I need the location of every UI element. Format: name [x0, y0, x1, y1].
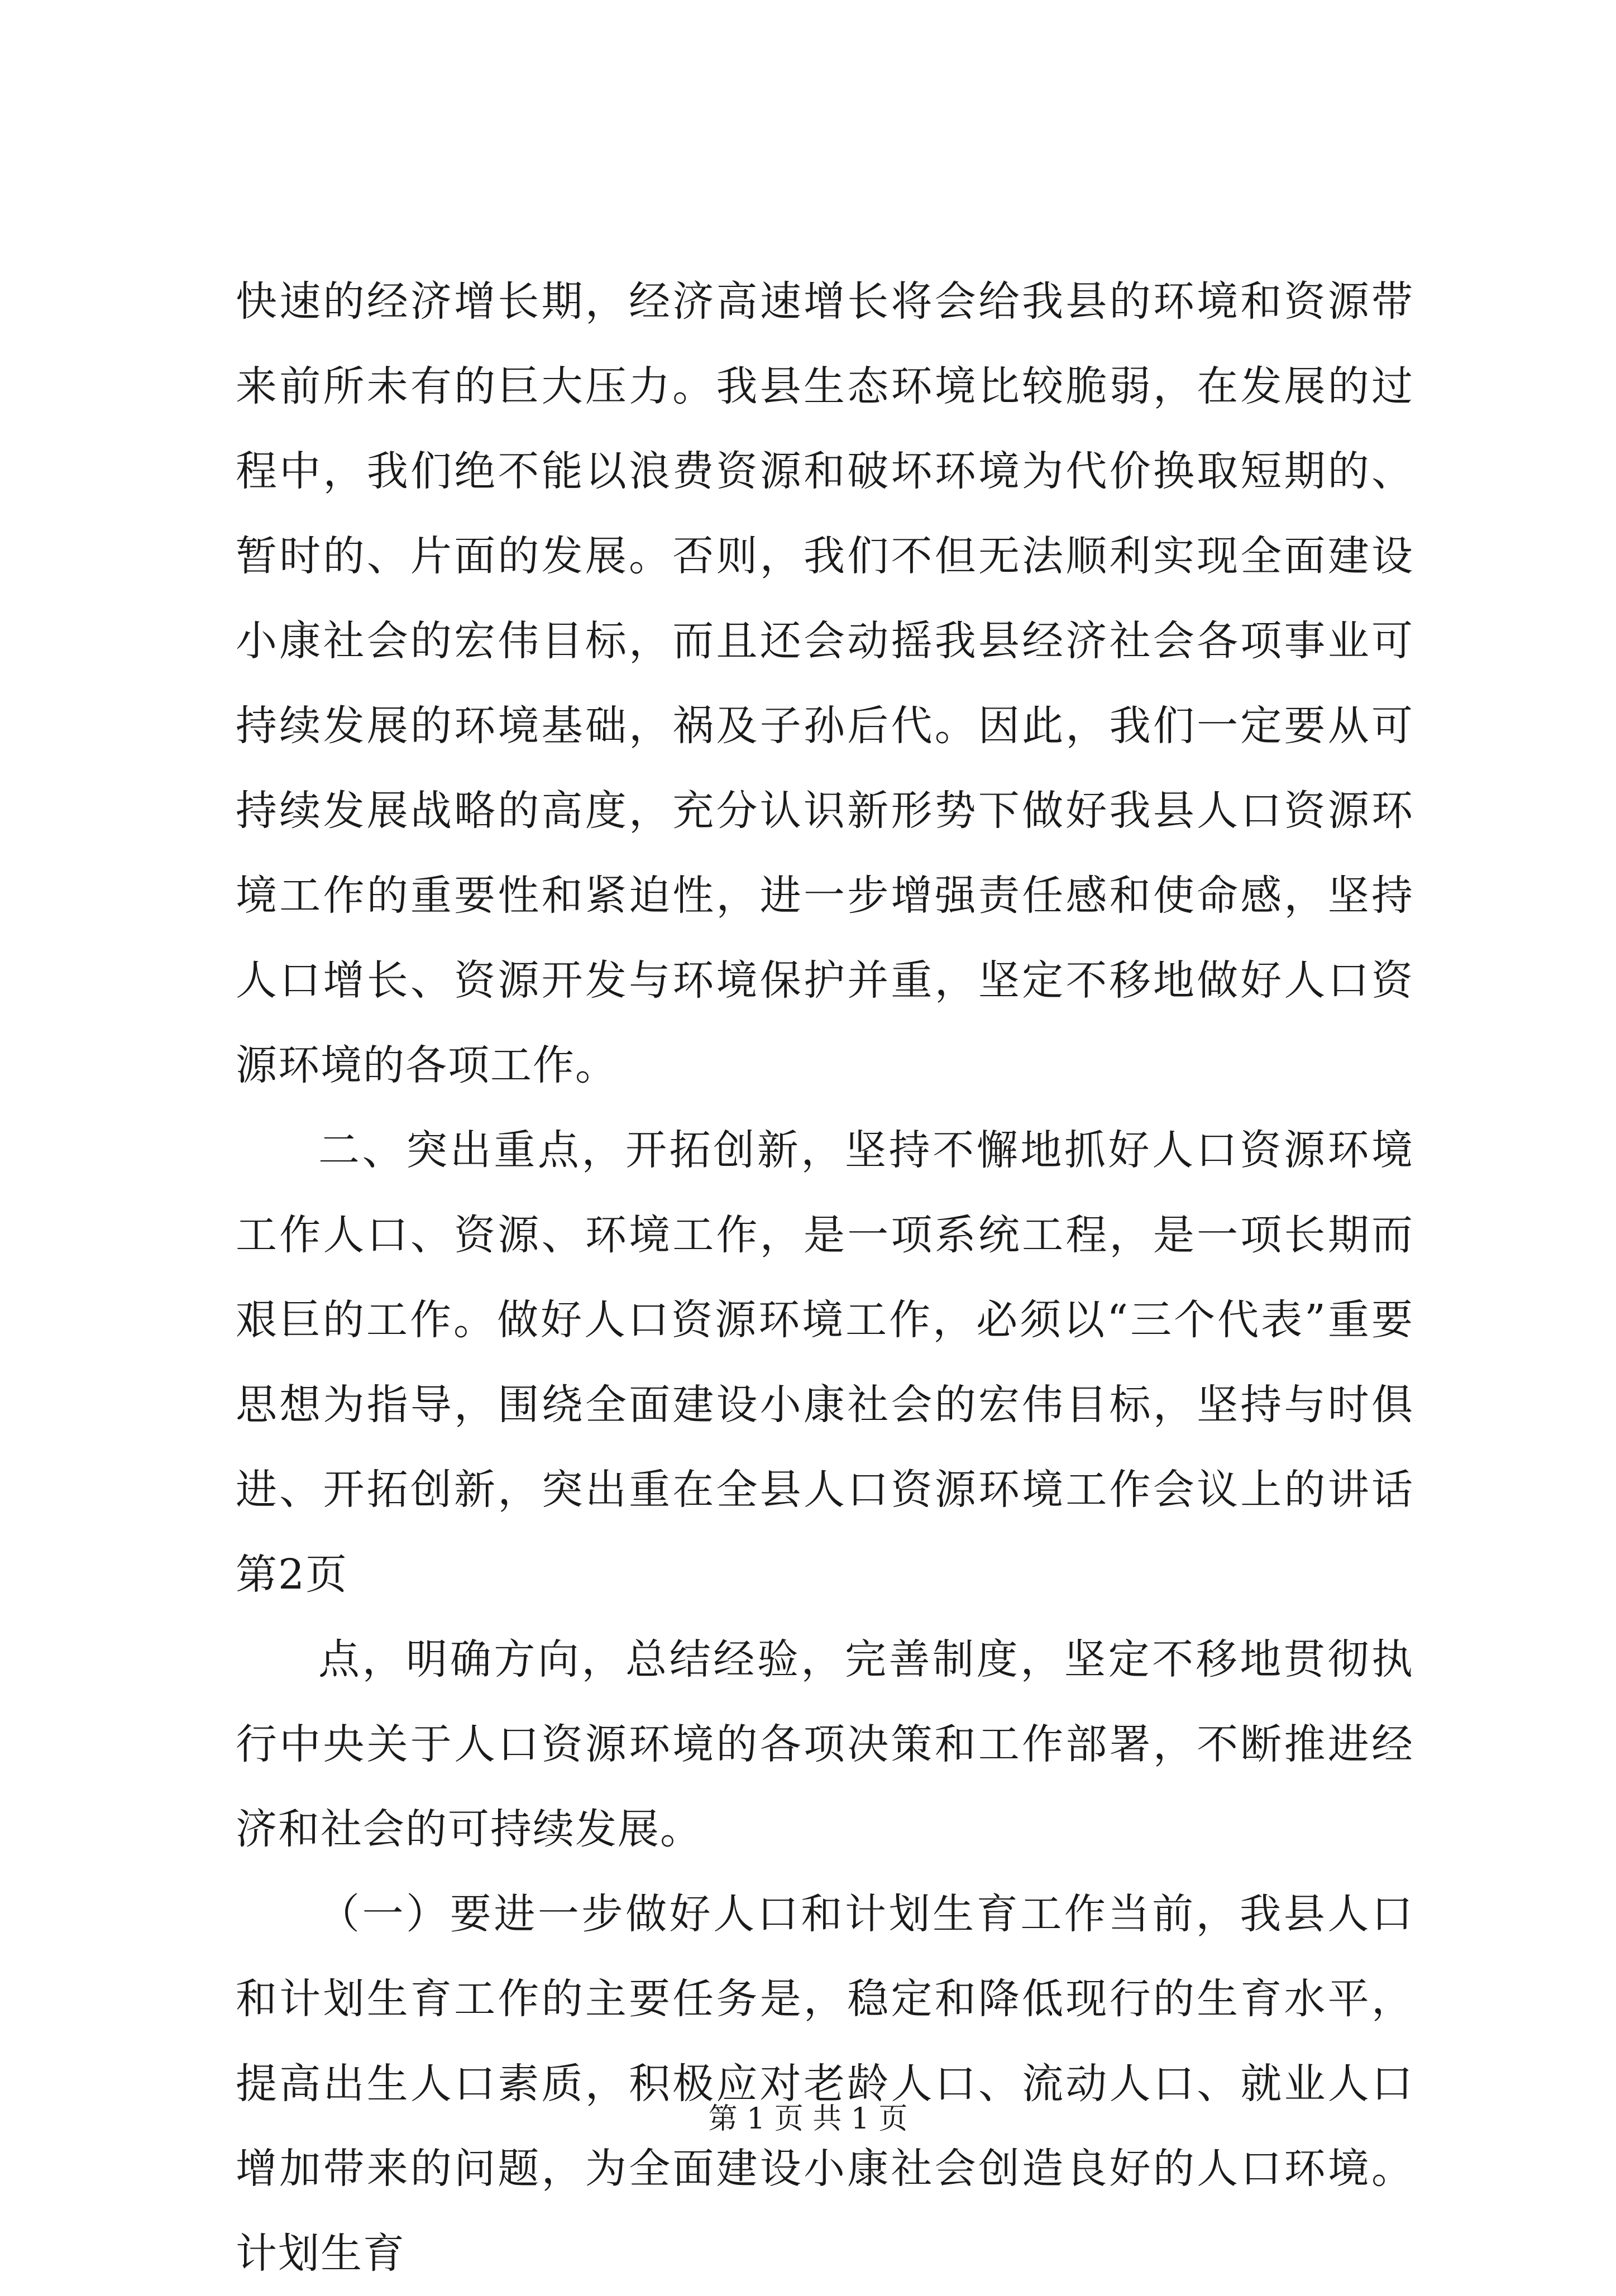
document-body: [236, 259, 1414, 2296]
paragraph-continuation: 点，明确方向，总结经验，完善制度，坚定不移地贯彻执行中央关于人口资源环境的各项决策和工作部署，不断推进经济和社会的可持续发展。: [236, 1635, 1414, 1853]
paragraph-population-planning: （一）要进一步做好人口和计划生育工作当前，我县人口和计划生育工作的主要任务是，稳定和降低现行的生育水平，提高出生人口素质，积极应对老龄人口、流动人口、就业人口增加带来的问题，为全面建设小康社会创造良好的人口环境。计划生育: [236, 1890, 1414, 2278]
paragraph-economic-growth: 快速的经济增长期，经济高速增长将会给我县的环境和资源带来前所未有的巨大压力。我县生态环境比较脆弱，在发展的过程中，我们绝不能以浪费资源和破坏环境为代价换取短期的、暂时的、片面的发展。否则，我们不但无法顺利实现全面建设小康社会的宏伟目标，而且还会动摇我县经济社会各项事业可持续发展的环境基础，祸及子孙后代。因此，我们一定要从可持续发展战略的高度，充分认识新形势下做好我县人口资源环境工作的重要性和紧迫性，进一步增强责任感和使命感，坚持人口增长、资源开发与环境保护并重，坚定不移地做好人口资源环境的各项工作。: [236, 278, 1414, 1089]
page-footer: 第 1 页 共 1 页: [708, 2102, 908, 2136]
paragraph-section-two: 二、突出重点，开拓创新，坚持不懈地抓好人口资源环境工作人口、资源、环境工作，是一项系统工程，是一项长期而艰巨的工作。做好人口资源环境工作，必须以“三个代表”重要思想为指导，围绕全面建设小康社会的宏伟目标，坚持与时俱进、开拓创新，突出重在全县人口资源环境工作会议上的讲话第2页: [236, 1126, 1414, 1599]
